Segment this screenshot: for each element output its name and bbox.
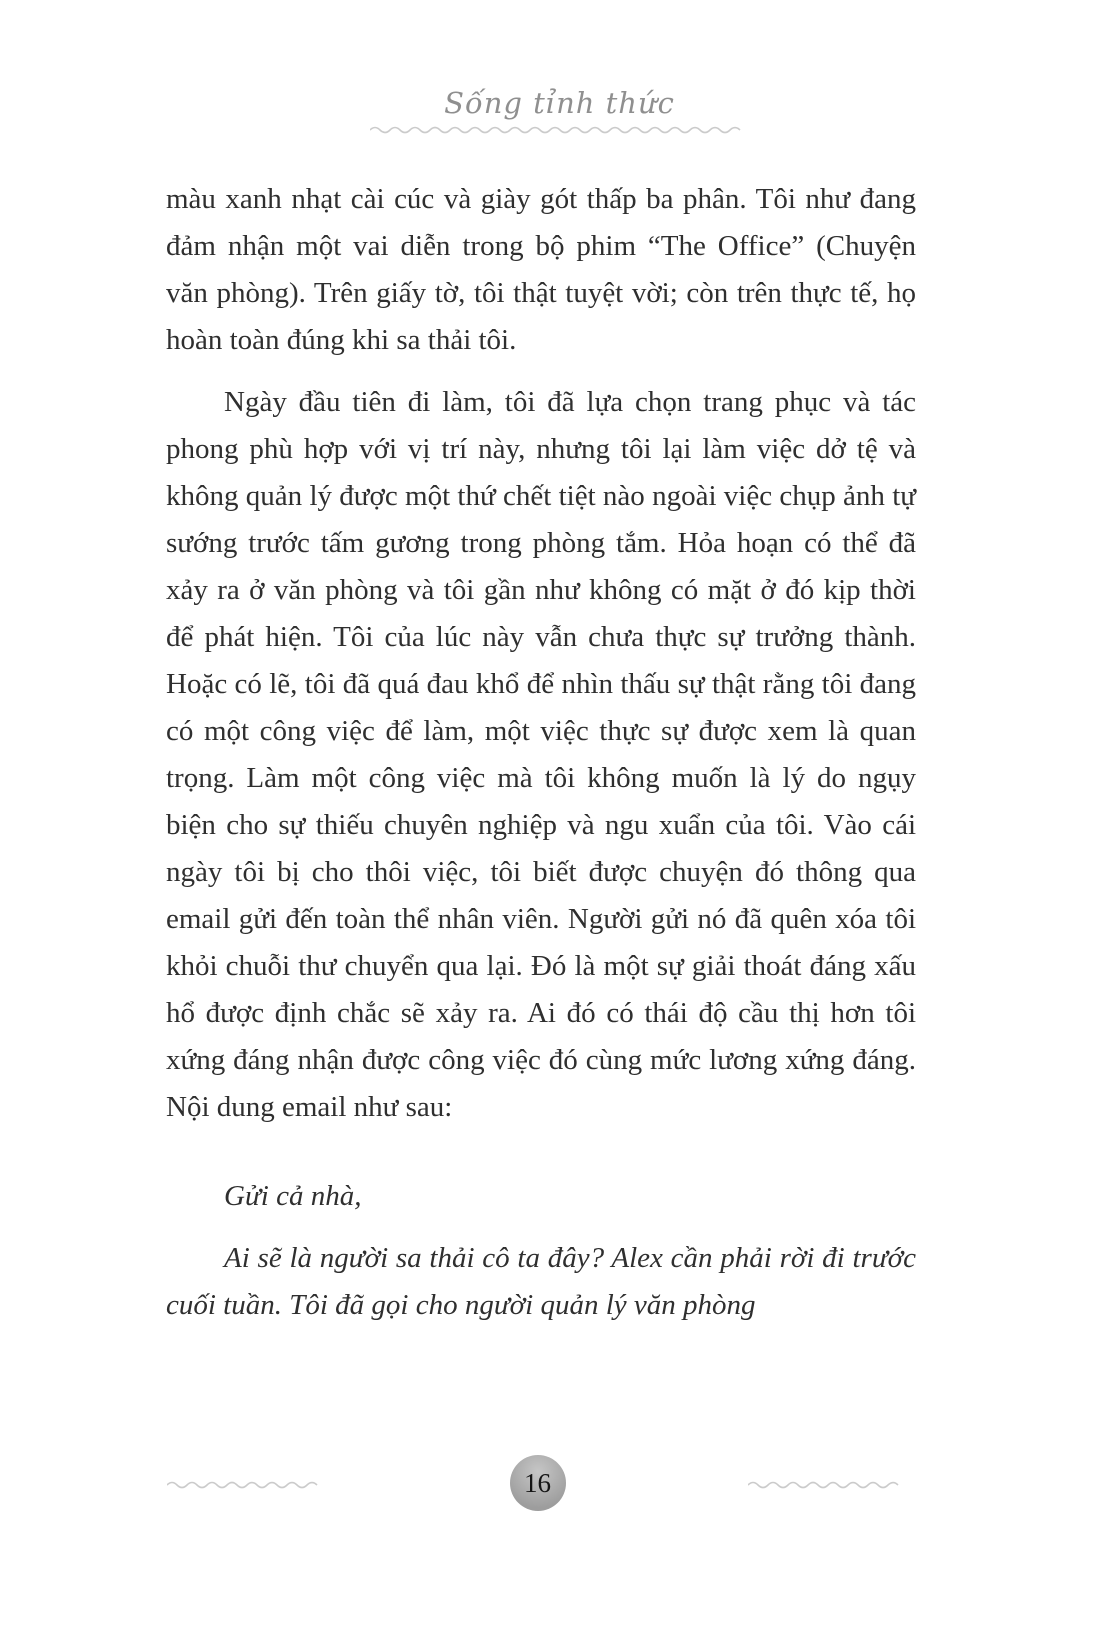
email-salutation: Gửi cả nhà, bbox=[224, 1180, 362, 1212]
paragraph-continuation: màu xanh nhạt cài cúc và giày gót thấp ba phân. Tôi như đang đảm nhận một vai diễn trong bộ phim “The Office” (Chuyện văn phòng). Trên giấy tờ, tôi thật tuyệt vời; còn trên thực tế, họ hoàn toàn đúng khi sa thải tôi. bbox=[166, 183, 916, 356]
paragraph: Ngày đầu tiên đi làm, tôi đã lựa chọn trang phục và tác phong phù hợp với vị trí này, nhưng tôi lại làm việc dở tệ và không quản lý được một thứ chết tiệt nào ngoài việc chụp ảnh tự sướng trước tấm gương trong phòng tắm. Hỏa hoạn có thể đã xảy ra ở văn phòng và tôi gần như không có mặt ở đó kịp thời để phát hiện. Tôi của lúc này vẫn chưa thực sự trưởng thành. Hoặc có lẽ, tôi đã quá đau khổ để nhìn thấu sự thật rằng tôi đang có một công việc để làm, một việc thực sự được xem là quan trọng. Làm một công việc mà tôi không muốn là lý do ngụy biện cho sự thiếu chuyên nghiệp và ngu xuẩn của tôi. Vào cái ngày tôi bị cho thôi việc, tôi biết được chuyện đó thông qua email gửi đến toàn thể nhân viên. Người gửi nó đã quên xóa tôi khỏi chuỗi thư chuyển qua lại. Đó là một sự giải thoát đáng xấu hổ được định chắc sẽ xảy ra. Ai đó có thái độ cầu thị hơn tôi xứng đáng nhận được công việc đó cùng mức lương xứng đáng. Nội dung email như sau: bbox=[166, 386, 916, 1123]
footer-wave-right bbox=[748, 1479, 908, 1491]
page-number-badge bbox=[510, 1455, 566, 1511]
page-body bbox=[166, 176, 916, 1329]
header-wave-decoration bbox=[370, 124, 750, 136]
email-body: Ai sẽ là người sa thải cô ta đây? Alex cần phải rời đi trước cuối tuần. Tôi đã gọi cho người quản lý văn phòng bbox=[166, 1242, 916, 1321]
page-header bbox=[0, 0, 1119, 136]
page-footer bbox=[0, 1455, 1075, 1511]
page-number: 16 bbox=[524, 1467, 551, 1498]
footer-wave-left bbox=[167, 1479, 327, 1491]
running-head-title: Sống tỉnh thức bbox=[444, 86, 675, 120]
